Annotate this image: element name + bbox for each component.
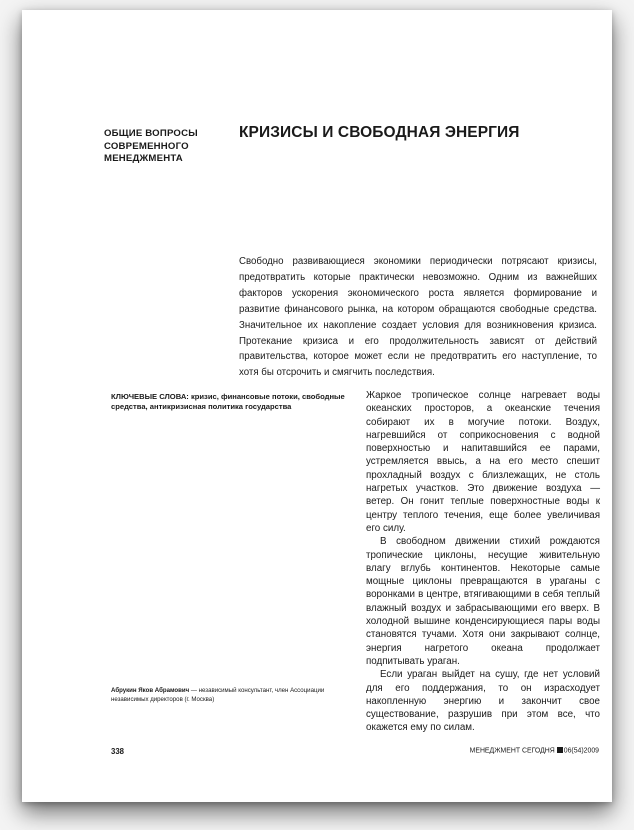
journal-footer <box>443 747 599 755</box>
page-number: 338 <box>111 747 125 756</box>
keywords: КЛЮЧЕВЫЕ СЛОВА: кризис, финансовые потоки, свободные средства, антикризисная политика государства <box>111 392 345 412</box>
section-heading <box>104 128 214 166</box>
body-paragraph: Если ураган выйдет на сушу, где нет условий для его поддержания, то он израсходует накопленную энергию и закончит свое существование, разрушив при этом все, что окажется ему по силам. <box>366 669 600 734</box>
square-separator-icon <box>557 747 563 753</box>
section-heading-line: ОБЩИЕ ВОПРОСЫ <box>104 128 198 139</box>
article-body <box>366 389 600 735</box>
body-paragraph: В свободном движении стихий рождаются тропические циклоны, несущие живительную влагу вглубь континентов. Некоторые самые мощные циклоны превращаются в ураганы с воронками в центре, втягивающими в себя теплый влажный воздух и забрасывающими его вверх. В холодной вышине конденсирующиеся пары воды становятся тучами. Хотя они закрывают солнце, энергия нагретого океана продолжает подпитывать ураган. <box>366 536 600 667</box>
author-note <box>111 686 355 705</box>
section-heading-line: МЕНЕДЖМЕНТА <box>104 153 183 165</box>
body-paragraph: Жаркое тропическое солнце нагревает воды океанских просторов, а океанские течения собирают их в могучие потоки. Воздух, нагревшийся от соприкосновения с водной поверхностью и напитавшийся ее парами, устремляется ввысь, а на его место спешит прохладный воздух с близлежащих, не столь нагретых участков. Это движение воздуха — ветер. Он гонит теплые поверхностные воды к центру теплого течения, еще более увеличивая его силу. <box>366 390 600 534</box>
journal-name: МЕНЕДЖМЕНТ СЕГОДНЯ <box>469 747 555 755</box>
journal-page <box>22 10 612 802</box>
journal-issue: 06(54)2009 <box>563 747 599 755</box>
article-abstract: Свободно развивающиеся экономики периодически потрясают кризисы, предотвратить которые практически невозможно. Одним из важнейших факторов ускорения экономического роста является формирование и развитие финансового рынка, на котором обращаются свободные средства. Значительное их накопление создает условия для возникновения кризиса. Протекание кризиса и его продолжительность зависят от действий правительства, которое может если не предотвратить его наступление, то хотя бы отсрочить и смягчить последствия. <box>239 256 597 379</box>
author-name: Абрукин Яков Абрамович <box>111 687 190 694</box>
section-heading-line: СОВРЕМЕННОГО <box>104 140 189 152</box>
author-description: — независимый консультант, член Ассоциации независимых директоров (г. Москва) <box>111 687 325 704</box>
article-title: КРИЗИСЫ И СВОБОДНАЯ ЭНЕРГИЯ <box>239 124 520 141</box>
